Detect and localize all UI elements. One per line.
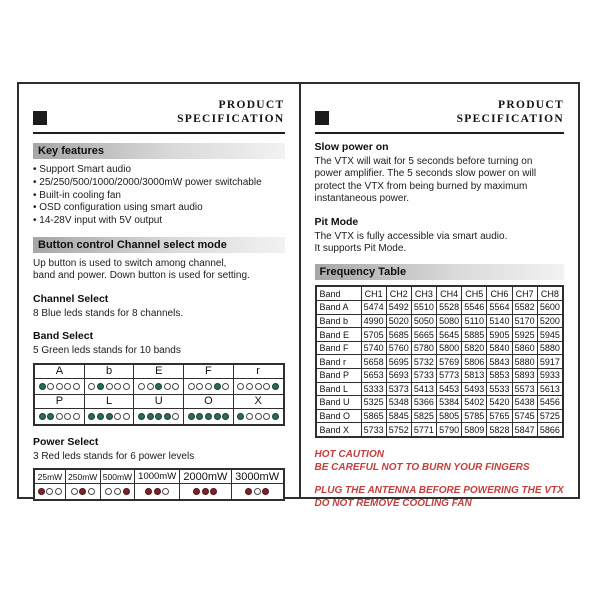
text-line: It supports Pit Mode.	[314, 243, 407, 255]
freq-value-cell: 5366	[411, 396, 436, 410]
led-off-icon	[47, 383, 54, 390]
red-led-on-icon	[245, 488, 252, 495]
key-feature-item: • OSD configuration using smart audio	[33, 202, 285, 215]
freq-header-channel: CH4	[437, 286, 462, 300]
key-feature-item: • 14-28V input with 5V output	[33, 215, 285, 228]
freq-value-cell: 5745	[512, 409, 537, 423]
freq-value-cell: 5325	[361, 396, 386, 410]
led-off-icon	[106, 383, 113, 390]
led-off-icon	[71, 488, 78, 495]
freq-band-cell: Band A	[316, 301, 362, 315]
slow-power-heading: Slow power on	[314, 141, 389, 153]
freq-value-cell: 5845	[386, 409, 411, 423]
freq-value-cell: 5140	[487, 314, 512, 328]
freq-band-cell: Band r	[316, 355, 362, 369]
freq-value-cell: 5110	[462, 314, 487, 328]
title-line-1: PRODUCT	[218, 99, 285, 111]
freq-value-cell: 5740	[361, 341, 386, 355]
freq-value-cell: 5790	[437, 423, 462, 437]
band-letter-cell: A	[34, 364, 84, 379]
led-off-icon	[114, 488, 121, 495]
led-pattern-cell	[84, 378, 134, 394]
warning-hot-caution	[315, 449, 565, 474]
text-line: The VTX will wait for 5 seconds before turning on	[314, 156, 533, 167]
green-led-on-icon	[237, 413, 244, 420]
freq-band-cell: Band U	[316, 396, 362, 410]
text-line: DO NOT REMOVE COOLING FAN	[314, 497, 472, 509]
freq-value-cell: 5384	[437, 396, 462, 410]
freq-value-cell: 5917	[537, 355, 563, 369]
led-off-icon	[114, 413, 121, 420]
freq-value-cell: 5456	[537, 396, 563, 410]
band-letter-cell: F	[184, 364, 234, 379]
led-off-icon	[246, 413, 253, 420]
red-led-on-icon	[154, 488, 161, 495]
freq-value-cell: 5780	[411, 341, 436, 355]
text-line: BE CAREFUL NOT TO BURN YOUR FINGERS	[314, 461, 530, 473]
key-features-list	[33, 164, 285, 228]
led-off-icon	[147, 383, 154, 390]
freq-value-cell: 5493	[462, 382, 487, 396]
freq-table-row	[316, 382, 564, 396]
green-led-on-icon	[155, 413, 162, 420]
freq-table-row	[316, 409, 564, 423]
band-letter-cell: X	[233, 394, 283, 408]
power-label-cell: 2000mW	[180, 469, 232, 484]
led-off-icon	[73, 383, 80, 390]
freq-value-cell: 5200	[537, 314, 563, 328]
freq-value-cell: 5685	[386, 328, 411, 342]
freq-table-row	[316, 328, 564, 342]
page-left	[19, 84, 299, 497]
led-off-icon	[222, 383, 229, 390]
freq-value-cell: 5771	[411, 423, 436, 437]
freq-value-cell: 5705	[361, 328, 386, 342]
green-led-on-icon	[39, 383, 46, 390]
freq-value-cell: 5600	[537, 301, 563, 315]
band-led-row	[34, 408, 284, 425]
freq-header-channel: CH2	[386, 286, 411, 300]
red-led-on-icon	[38, 488, 45, 495]
page-header-right	[315, 99, 565, 126]
freq-value-cell: 5945	[537, 328, 563, 342]
freq-band-cell: Band E	[316, 328, 362, 342]
pit-mode-text	[315, 231, 565, 256]
freq-table-row	[316, 396, 564, 410]
freq-value-cell: 5880	[537, 341, 563, 355]
freq-value-cell: 5733	[361, 423, 386, 437]
freq-value-cell: 5613	[537, 382, 563, 396]
freq-value-cell: 5732	[411, 355, 436, 369]
red-led-on-icon	[202, 488, 209, 495]
freq-value-cell: 5348	[386, 396, 411, 410]
band-select-table	[33, 363, 285, 426]
key-feature-item: • 25/250/500/1000/2000/3000mW power switchable	[33, 177, 285, 190]
band-letter-cell: E	[134, 364, 184, 379]
led-off-icon	[56, 383, 63, 390]
freq-table-row	[316, 423, 564, 437]
freq-value-cell: 5933	[537, 369, 563, 383]
slow-power-text	[315, 156, 565, 206]
green-led-on-icon	[214, 413, 221, 420]
freq-band-cell: Band b	[316, 314, 362, 328]
freq-value-cell: 5905	[487, 328, 512, 342]
freq-value-cell: 5492	[386, 301, 411, 315]
freq-value-cell: 5528	[437, 301, 462, 315]
channel-select-heading: Channel Select	[33, 292, 109, 305]
power-select-table	[33, 468, 285, 501]
led-pattern-cell	[135, 484, 180, 501]
freq-value-cell: 5860	[512, 341, 537, 355]
green-led-on-icon	[188, 413, 195, 420]
led-off-icon	[88, 488, 95, 495]
green-led-on-icon	[147, 413, 154, 420]
freq-value-cell: 5510	[411, 301, 436, 315]
led-pattern-cell	[233, 378, 283, 394]
led-off-icon	[64, 413, 71, 420]
led-off-icon	[64, 383, 71, 390]
freq-value-cell: 5820	[462, 341, 487, 355]
header-rule	[33, 132, 285, 134]
freq-header-band: Band	[316, 286, 362, 300]
led-off-icon	[255, 413, 262, 420]
freq-table-row	[316, 301, 564, 315]
freq-header-row	[316, 286, 564, 300]
freq-value-cell: 5438	[512, 396, 537, 410]
text-line: Up button is used to switch among channel,	[33, 257, 227, 269]
red-led-on-icon	[262, 488, 269, 495]
freq-value-cell: 5020	[386, 314, 411, 328]
freq-band-cell: Band O	[316, 409, 362, 423]
text-line: power amplifier. The 5 seconds slow power on will	[314, 168, 537, 180]
led-pattern-cell	[100, 484, 135, 501]
led-off-icon	[138, 383, 145, 390]
green-led-on-icon	[196, 413, 203, 420]
freq-table-row	[316, 355, 564, 369]
led-pattern-cell	[134, 408, 184, 425]
header-square-icon	[315, 111, 329, 125]
led-pattern-cell	[184, 408, 234, 425]
green-led-on-icon	[272, 383, 279, 390]
freq-value-cell: 5402	[462, 396, 487, 410]
text-line: HOT CAUTION	[314, 448, 384, 460]
text-line: PLUG THE ANTENNA BEFORE POWERING THE VTX	[314, 485, 564, 497]
led-pattern-cell	[180, 484, 232, 501]
green-led-on-icon	[272, 413, 279, 420]
freq-value-cell: 5413	[411, 382, 436, 396]
led-off-icon	[172, 413, 179, 420]
power-select-heading: Power Select	[33, 435, 99, 448]
freq-band-cell: Band X	[316, 423, 362, 437]
power-label-cell: 1000mW	[135, 469, 180, 484]
text-line: The VTX is fully accessible via smart audio.	[314, 230, 508, 242]
button-control-heading: Button control Channel select mode	[33, 237, 285, 253]
red-led-on-icon	[210, 488, 217, 495]
header-square-icon	[33, 111, 47, 125]
freq-value-cell: 5880	[512, 355, 537, 369]
freq-value-cell: 5695	[386, 355, 411, 369]
green-led-on-icon	[88, 413, 95, 420]
frequency-table	[315, 285, 565, 438]
green-led-on-icon	[97, 383, 104, 390]
led-off-icon	[123, 383, 130, 390]
freq-value-cell: 5843	[487, 355, 512, 369]
led-off-icon	[105, 488, 112, 495]
text-line: protect the VTX from being burned by maximum	[314, 180, 528, 192]
led-off-icon	[123, 413, 130, 420]
freq-header-channel: CH7	[512, 286, 537, 300]
led-off-icon	[263, 383, 270, 390]
freq-value-cell: 5546	[462, 301, 487, 315]
freq-value-cell: 5773	[437, 369, 462, 383]
band-letter-row	[34, 364, 284, 379]
led-off-icon	[162, 488, 169, 495]
led-off-icon	[263, 413, 270, 420]
freq-value-cell: 5813	[462, 369, 487, 383]
led-pattern-cell	[134, 378, 184, 394]
led-pattern-cell	[34, 484, 65, 501]
led-pattern-cell	[65, 484, 100, 501]
power-label-cell: 3000mW	[231, 469, 283, 484]
band-select-text: 5 Green leds stands for 10 bands	[33, 345, 181, 357]
led-off-icon	[188, 383, 195, 390]
key-feature-item: • Built-in cooling fan	[33, 190, 285, 203]
freq-header-channel: CH1	[361, 286, 386, 300]
band-letter-cell: O	[184, 394, 234, 408]
freq-value-cell: 5474	[361, 301, 386, 315]
led-off-icon	[172, 383, 179, 390]
led-off-icon	[56, 413, 63, 420]
led-pattern-cell	[231, 484, 283, 501]
page-title-right	[457, 99, 564, 126]
freq-value-cell: 5573	[512, 382, 537, 396]
freq-header-channel: CH6	[487, 286, 512, 300]
green-led-on-icon	[205, 413, 212, 420]
freq-value-cell: 5840	[487, 341, 512, 355]
title-line-2: SPECIFICATION	[177, 112, 285, 125]
freq-value-cell: 5805	[437, 409, 462, 423]
led-off-icon	[246, 383, 253, 390]
freq-value-cell: 5760	[386, 341, 411, 355]
led-pattern-cell	[184, 378, 234, 394]
freq-value-cell: 5420	[487, 396, 512, 410]
page-header-left	[33, 99, 285, 126]
header-rule	[315, 132, 565, 134]
freq-value-cell: 5765	[487, 409, 512, 423]
freq-header-channel: CH5	[462, 286, 487, 300]
red-led-on-icon	[123, 488, 130, 495]
red-led-on-icon	[79, 488, 86, 495]
freq-value-cell: 5453	[437, 382, 462, 396]
freq-table-row	[316, 341, 564, 355]
power-label-cell: 500mW	[100, 469, 135, 484]
led-off-icon	[205, 383, 212, 390]
led-pattern-cell	[84, 408, 134, 425]
freq-value-cell: 5582	[512, 301, 537, 315]
green-led-on-icon	[214, 383, 221, 390]
led-off-icon	[196, 383, 203, 390]
band-letter-cell: U	[134, 394, 184, 408]
freq-value-cell: 4990	[361, 314, 386, 328]
power-label-cell: 25mW	[34, 469, 65, 484]
led-off-icon	[164, 383, 171, 390]
band-letter-cell: P	[34, 394, 84, 408]
led-off-icon	[237, 383, 244, 390]
band-select-heading: Band Select	[33, 330, 94, 343]
title-line-1: PRODUCT	[498, 99, 564, 111]
freq-value-cell: 5885	[462, 328, 487, 342]
freq-value-cell: 5806	[462, 355, 487, 369]
freq-value-cell: 5733	[411, 369, 436, 383]
band-led-row	[34, 378, 284, 394]
freq-value-cell: 5800	[437, 341, 462, 355]
green-led-on-icon	[155, 383, 162, 390]
freq-band-cell: Band F	[316, 341, 362, 355]
page-right	[299, 84, 579, 509]
freq-value-cell: 5866	[537, 423, 563, 437]
page-title-left	[177, 99, 284, 126]
key-feature-item: • Support Smart audio	[33, 164, 285, 177]
key-features-heading: Key features	[33, 143, 285, 159]
text-line: band and power. Down button is used for setting.	[33, 270, 250, 282]
freq-value-cell: 5564	[487, 301, 512, 315]
freq-header-channel: CH8	[537, 286, 563, 300]
led-off-icon	[55, 488, 62, 495]
green-led-on-icon	[106, 413, 113, 420]
freq-value-cell: 5645	[437, 328, 462, 342]
green-led-on-icon	[138, 413, 145, 420]
red-led-on-icon	[145, 488, 152, 495]
band-letter-cell: L	[84, 394, 134, 408]
power-label-row	[34, 469, 284, 484]
freq-value-cell: 5693	[386, 369, 411, 383]
pit-mode-heading: Pit Mode	[314, 215, 359, 228]
freq-value-cell: 5665	[411, 328, 436, 342]
freq-band-cell: Band P	[316, 369, 362, 383]
led-off-icon	[88, 383, 95, 390]
text-line: instantaneous power.	[314, 193, 410, 205]
freq-value-cell: 5865	[361, 409, 386, 423]
led-pattern-cell	[233, 408, 283, 425]
freq-value-cell: 5847	[512, 423, 537, 437]
green-led-on-icon	[47, 413, 54, 420]
freq-value-cell: 5809	[462, 423, 487, 437]
freq-value-cell: 5533	[487, 382, 512, 396]
band-letter-cell: b	[84, 364, 134, 379]
green-led-on-icon	[164, 413, 171, 420]
freq-band-cell: Band L	[316, 382, 362, 396]
freq-value-cell: 5725	[537, 409, 563, 423]
freq-value-cell: 5658	[361, 355, 386, 369]
power-led-row	[34, 484, 284, 501]
green-led-on-icon	[39, 413, 46, 420]
freq-value-cell: 5373	[386, 382, 411, 396]
freq-value-cell: 5080	[437, 314, 462, 328]
freq-value-cell: 5853	[487, 369, 512, 383]
led-off-icon	[46, 488, 53, 495]
power-label-cell: 250mW	[65, 469, 100, 484]
freq-header-channel: CH3	[411, 286, 436, 300]
freq-value-cell: 5752	[386, 423, 411, 437]
spec-sheet	[17, 82, 580, 509]
green-led-on-icon	[222, 413, 229, 420]
freq-value-cell: 5333	[361, 382, 386, 396]
led-pattern-cell	[34, 408, 84, 425]
title-line-2: SPECIFICATION	[456, 112, 564, 125]
power-select-text: 3 Red leds stands for 6 power levels	[33, 450, 195, 462]
freq-table-row	[316, 314, 564, 328]
freq-value-cell: 5653	[361, 369, 386, 383]
channel-select-text: 8 Blue leds stands for 8 channels.	[33, 307, 184, 319]
freq-table-row	[316, 369, 564, 383]
warning-antenna	[315, 485, 565, 510]
freq-value-cell: 5925	[512, 328, 537, 342]
freq-value-cell: 5769	[437, 355, 462, 369]
red-led-on-icon	[193, 488, 200, 495]
freq-value-cell: 5893	[512, 369, 537, 383]
warnings-block	[315, 449, 565, 510]
band-letter-row	[34, 394, 284, 408]
led-off-icon	[254, 488, 261, 495]
band-letter-cell: r	[233, 364, 283, 379]
freq-value-cell: 5050	[411, 314, 436, 328]
led-pattern-cell	[34, 378, 84, 394]
freq-value-cell: 5828	[487, 423, 512, 437]
freq-value-cell: 5825	[411, 409, 436, 423]
freq-value-cell: 5785	[462, 409, 487, 423]
freq-value-cell: 5170	[512, 314, 537, 328]
green-led-on-icon	[97, 413, 104, 420]
led-off-icon	[114, 383, 121, 390]
frequency-table-heading: Frequency Table	[315, 264, 565, 280]
button-control-text	[33, 258, 285, 283]
led-off-icon	[73, 413, 80, 420]
led-off-icon	[255, 383, 262, 390]
